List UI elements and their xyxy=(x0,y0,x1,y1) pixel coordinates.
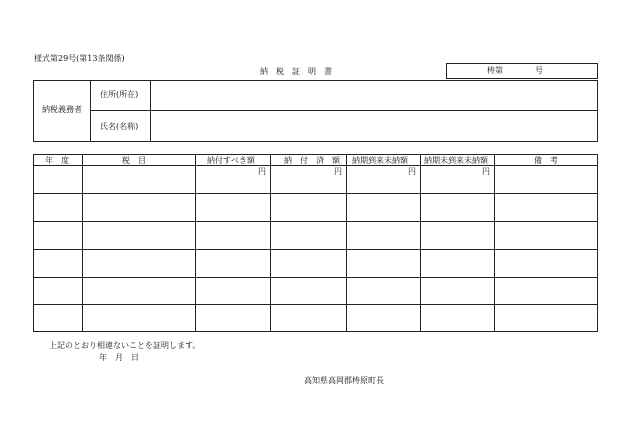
header-amount-due: 納付すべき額 xyxy=(207,156,255,165)
unit-yen-amount-due: 円 xyxy=(258,167,266,176)
taxpayer-divider-h xyxy=(90,110,598,111)
table-row-line xyxy=(33,249,598,250)
table-col-line xyxy=(494,154,495,332)
certificate-number-label: 梼第 号 xyxy=(487,66,543,75)
table-row-line xyxy=(33,193,598,194)
document-title-area xyxy=(260,66,390,78)
taxpayer-divider-2 xyxy=(150,80,151,142)
name-label: 氏名(名称) xyxy=(100,122,139,131)
address-label: 住所(所在) xyxy=(100,90,139,99)
unit-yen-not-due: 円 xyxy=(482,167,490,176)
table-col-line xyxy=(195,154,196,332)
table-col-line xyxy=(420,154,421,332)
certificate-number-box xyxy=(446,63,598,79)
unit-yen-overdue: 円 xyxy=(408,167,416,176)
date-line: 年 月 日 xyxy=(99,353,139,362)
table-row-line xyxy=(33,277,598,278)
document-title: 納 税 証 明 書 xyxy=(260,67,332,76)
taxpayer-divider-1 xyxy=(90,80,91,142)
table-col-line xyxy=(82,154,83,332)
header-remarks: 備 考 xyxy=(534,156,558,165)
table-col-line xyxy=(270,154,271,332)
table-row-line xyxy=(33,221,598,222)
tax-table xyxy=(33,154,598,332)
header-fiscal-year: 年 度 xyxy=(45,156,69,165)
table-row-line xyxy=(33,304,598,305)
unit-yen-amount-paid: 円 xyxy=(334,167,342,176)
header-overdue-unpaid: 納期到来未納額 xyxy=(352,156,408,165)
header-not-due-unpaid: 納期未到来未納額 xyxy=(424,156,488,165)
taxpayer-label: 納税義務者 xyxy=(42,105,82,114)
header-tax-item: 税 目 xyxy=(122,156,146,165)
form-number: 様式第29号(第13条関係) xyxy=(34,54,125,63)
table-col-line xyxy=(346,154,347,332)
certification-statement: 上記のとおり相違ないことを証明します。 xyxy=(49,341,201,350)
header-amount-paid: 納 付 済 額 xyxy=(284,156,340,165)
issuer-name: 高知県高岡郡梼原町長 xyxy=(304,376,384,385)
